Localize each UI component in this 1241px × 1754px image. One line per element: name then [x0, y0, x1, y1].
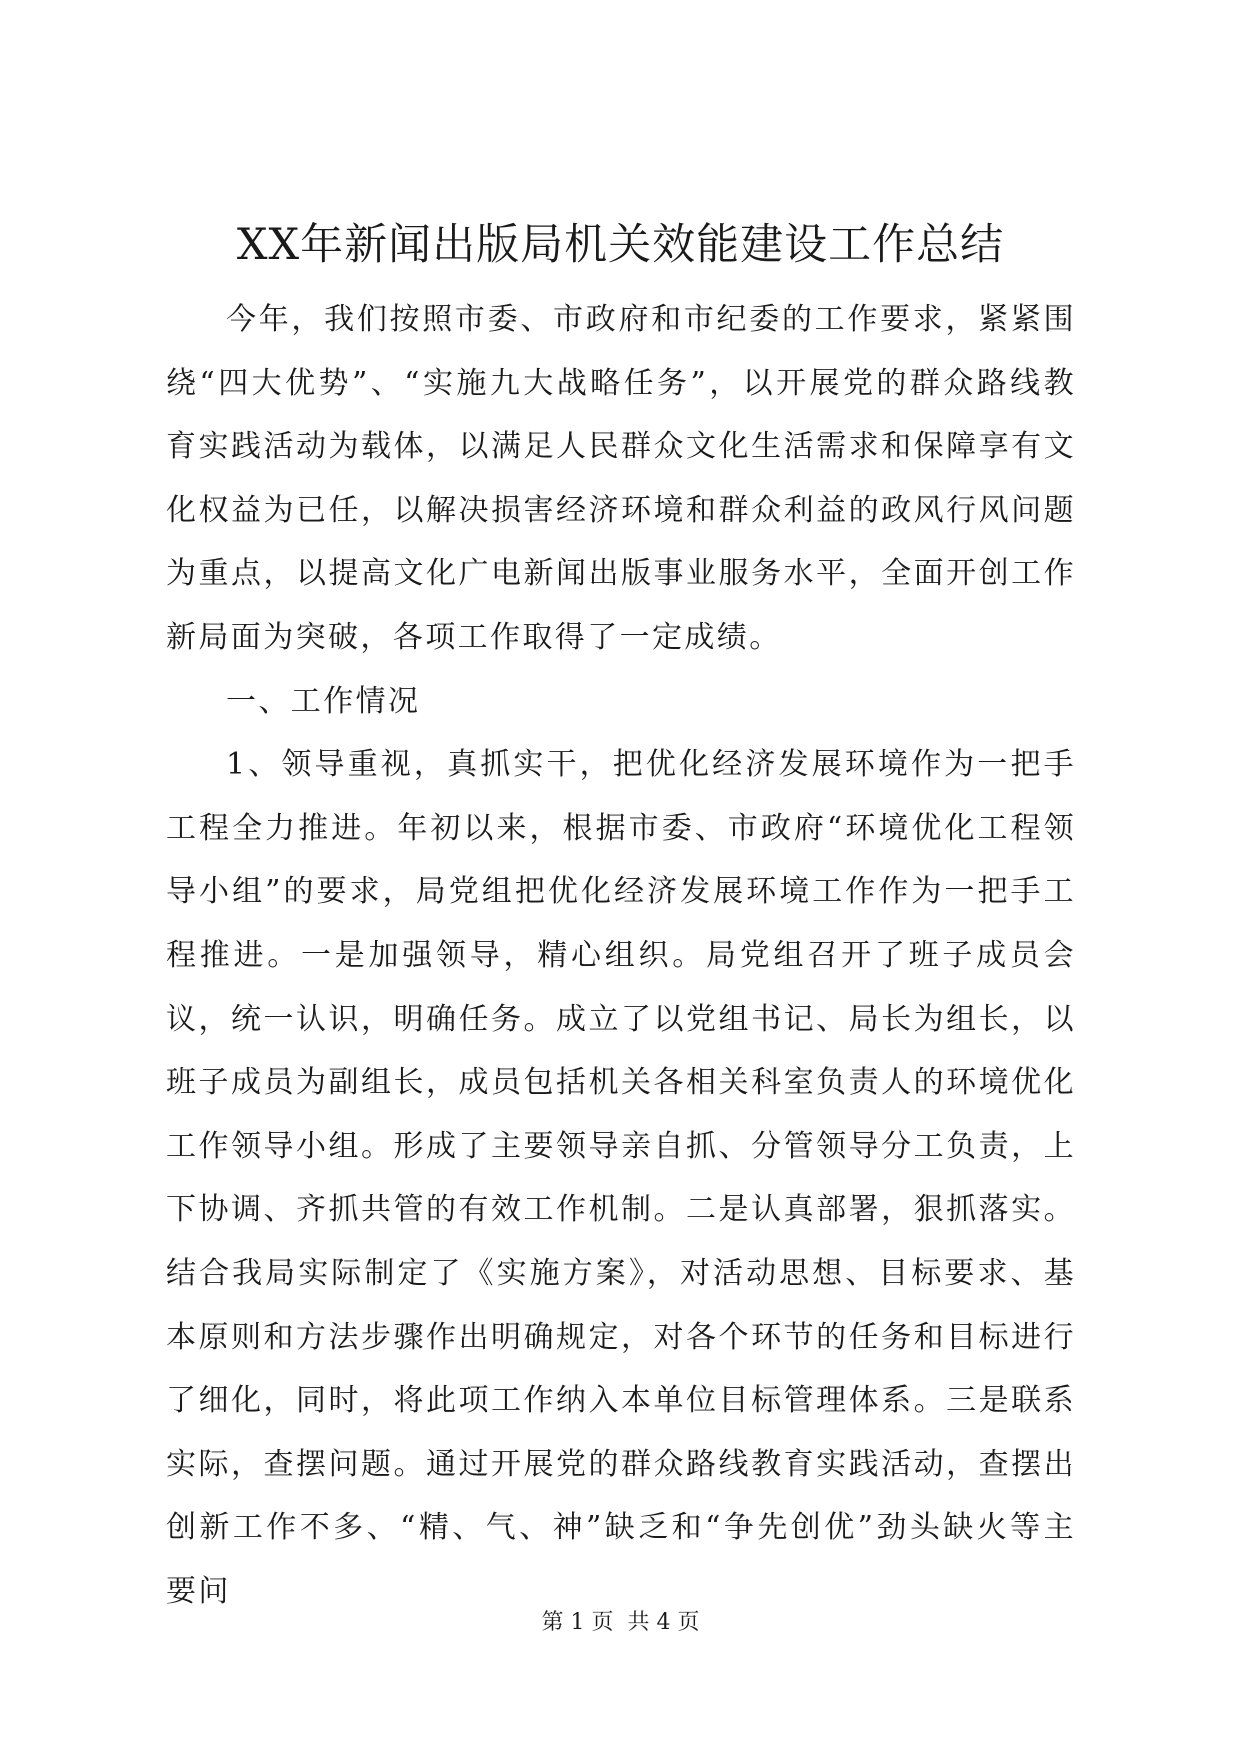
- document-title: XX年新闻出版局机关效能建设工作总结: [236, 220, 1005, 270]
- section-heading: 一、工作情况: [226, 683, 421, 719]
- page-number: 第 1 页 共 4 页: [541, 1610, 700, 1635]
- page-footer: [0, 1608, 1241, 1638]
- intro-paragraph: 今年，我们按照市委、市政府和市纪委的工作要求，紧紧围绕“四大优势”、“实施九大战略任务”，以开展党的群众路线教育实践活动为载体，以满足人民群众文化生活需求和保障享有文化权益为已任，以解决损害经济环境和群众利益的政风行风问题为重点，以提高文化广电新闻出版事业服务水平，全面开创工作新局面为突破，各项工作取得了一定成绩。: [166, 302, 1076, 655]
- body-paragraph: 1、领导重视，真抓实干，把优化经济发展环境作为一把手工程全力推进。年初以来，根据市委、市政府“环境优化工程领导小组”的要求，局党组把优化经济发展环境工作作为一把手工程推进。一是加强领导，精心组织。局党组召开了班子成员会议，统一认识，明确任务。成立了以党组书记、局长为组长，以班子成员为副组长，成员包括机关各相关科室负责人的环境优化工作领导小组。形成了主要领导亲自抓、分管领导分工负责，上下协调、齐抓共管的有效工作机制。二是认真部署，狠抓落实。结合我局实际制定了《实施方案》，对活动思想、目标要求、基本原则和方法步骤作出明确规定，对各个环节的任务和目标进行了细化，同时，将此项工作纳入本单位目标管理体系。三是联系实际，查摆问题。通过开展党的群众路线教育实践活动，查摆出创新工作不多、“精、气、神”缺乏和“争先创优”劲头缺火等主要问: [166, 747, 1076, 1609]
- document-body: [166, 288, 1076, 1623]
